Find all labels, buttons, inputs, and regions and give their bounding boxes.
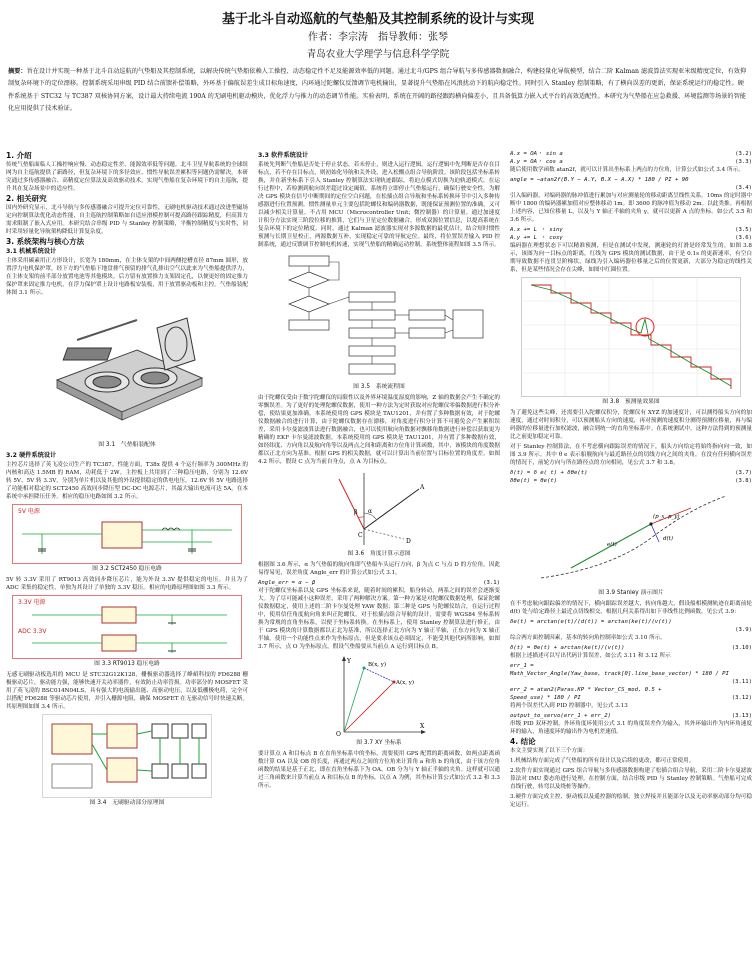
figure-3-3 [6,595,248,668]
equation-3-12-number: (3.12) [731,695,752,701]
label-e-t: e(t) [607,542,617,548]
label-px-py: (p_x, p_y) [653,514,680,520]
equation-3-12-a [510,686,752,694]
equation-3-5-body: A.x += L ・ sinγ [510,227,563,233]
label-alpha: α [368,508,373,515]
equation-3-9-number: (3.9) [735,627,752,633]
equation-3-9 [510,618,752,626]
figure-3-2 [6,504,248,573]
equation-3-4-number: (3.4) [735,185,752,191]
equation-3-3-body: A.y = OA・ cos a [510,159,563,165]
schematic-2b-title: ADC 3.3V [18,628,47,635]
section-3-3-text-5: 要计算点 A 和目标点 B 在直角坐标系中的坐标，需要使用 GPS 配置的距离函数，如两点距离函数计算 OA 以及 OB 的长度，再通过两点之间的方位角来计算角 a 和角 b 的角度，由于该方位角函数的结果是基于正北，即在直角坐标系下为 OA、OB 分为与 Y 轴正半轴的夹角。这样就可以通过三角函数来计算当前点 A 和目标点 B 的坐标，以点 A 为例，其坐标计算公式如公式 3.2 和 3.3 所示。 [258,751,500,789]
label-origin-o: O [336,731,341,738]
figure-3-5-caption: 图 3.5 系统流程图 [353,384,405,390]
col3-text-14: 3.硬件方面完成主控、驱动板以及遥控器的绘制，独立焊接并且能部分以及无动率驱动部分均可稳定运行。 [510,794,752,808]
equation-3-10-number: (3.10) [731,645,752,651]
abstract [8,66,748,115]
brushless-driver-schematic [42,714,212,798]
schematic-2-title: 3.3V 电源 [18,599,46,606]
figure-3-6-caption: 图 3.6 角度计算示意图 [347,551,411,557]
col3-text-8: 根据上述描述可以写出代码计算误差，如公式 3.11 和 3.12 所示 [510,653,671,659]
col3-text-10: 串级 PID 双环控制，外环角度环使用公式 3.1 的角度误差作为输入，其外环输出作为内环角速度环的输入，角速度环的输出作为电机差速值。 [510,721,752,735]
figure-3-5 [258,252,500,391]
section-3-2-text-3: 无感无刷驱动板选用的 MCU 是 STC32G12K128，栅极驱动器选择了峰岹科技的 FD6288 栅极驱动芯片，驱动能力强，能够快速开关功率器件，有效防止功率管损。功率部分的 MOSFET 采用了英飞凌的 BSC014N04LS，具有强大的电流输出能、高驱动电压，以及低栅极电荷，完全可以搭配 FD6288 等驱动芯片使用，并引入栅源电阻，确保 MOSFET 在无驱动信号时快速关断。其原理图如图 3.4 所示。 [6,672,248,710]
section-1-heading: 1. 介绍 [6,151,32,160]
col3-text-13: 2.软件方面实现通过 GPS 组合导航与多传感器数据构建了松插合组合导航，采用二阶卡尔曼滤波算法对 IMU 姿态角进行处理。在控制方面，结合串级 PID 与 Stanley 控制策略。气垫船可完成直线行驶，转弯以及绕桩等操作。 [510,768,752,790]
section-4-heading: 4. 结论 [510,737,536,746]
equation-3-8-number: (3.8) [735,478,752,484]
equation-3-13-body: output_to_servo(err_1 + err_2) [510,713,612,719]
figure-3-9 [510,488,752,597]
col3-text-1: 随后使用数学函数 atan2f，就可以计算出坐标系上两点的方位角，计算公式如公式 3.4 所示。 [510,167,744,173]
equation-3-8 [510,477,752,485]
prediction-effect-plot [521,277,741,397]
equation-3-3 [510,158,752,166]
figure-3-1-caption: 图 3.1 气垫船装配体 [98,442,156,448]
abstract-label: 摘要： [8,68,27,75]
figure-3-2-caption: 图 3.2 SCT2450 稳压电路 [92,566,162,572]
equation-3-1 [258,579,500,587]
equation-3-1-number: (3.1) [483,580,500,586]
label-d-t: d(t) [663,536,674,542]
equation-3-11-a [510,662,752,670]
section-3-1-text: 主体采用碳素用正方形设计，长宽为 180mm，在主体支架的中间两侧挖槽直径 87mm 圆形，放置浮力电机保护罩，经下方的气垫船下地盘排气预留的排气孔排出空气以此来为气垫船提供浮力，在主体支架的前半部分放置电池等其他模块，后方留有放置推力支架固定孔，以便更好的固定推力保护罩来固定推力电机，在浮力保护罩上设计电路板安装板，用于放置驱动板和主控。气垫船装配体图 3.1 所示。 [6,258,248,296]
angle-calculation-diagram [324,469,434,549]
col3-text-11: 本文主要实现了以下三个方面： [510,748,589,754]
equation-3-2-body: A.x = OA・ sin a [510,151,563,157]
label-point-a: A [420,484,425,491]
hovercraft-assembly-drawing [37,300,217,440]
equation-3-10 [510,644,752,652]
section-3-1-heading: 3.1 机械系统设计 [6,248,57,255]
equation-3-8-body: δθe(t) = θe(t) [510,478,558,484]
equation-3-13 [510,712,752,720]
equation-3-1-body: Angle_err = α − β [258,580,316,586]
figure-3-8 [510,277,752,406]
col3-text-7: 综合两方面控制因素，基本的转向角控制率如公式 3.10 所示。 [510,635,666,641]
equation-3-12-body-a: err_2 = atan2(Paras.KP * Vector_CS_mod, 0.5 + [510,687,662,693]
col3-text-6: 在不考虑航向跟踪偏差的情况下，横向跟踪误差越大，转向角越大，假设船相模测轨迹在距离前轮 d(t) 处与给定路径上最近点切线相交，根据几何关系得出如下非线性比例函数，见公式 3.9： [510,601,752,615]
xy-coordinate-diagram [324,654,434,738]
equation-3-11-number: (3.11) [731,679,752,685]
equation-3-4 [510,176,752,184]
section-3-3-text: 系统先判断气垫船是否处于停止状态，若未停止，则进入运行逻辑。运行逻辑中先判断是否存在目标点，若不存在目标点，则初始化导航和关外设，进入松懈点组合导航阶段。该阶段包括坐标系转换，并在新坐标系下引入 Stanley 控制算法实现轨迹跟踪，将迫点模式切换为迫轨道模式。在运行过程中，若检测到航向误差超过设定阈值，系统将立即停止气垫船运行，确保行驶安全性。为解决 GPS 模块在信号中断期间的定位空白问题，在松插点组合导航和坐标系转换环节中引入多种传感器进行位置预测。惯性测量单元主要包括陀螺仪和编码器数据，既能保证预测位置的准确，又可以减少相关计算量。不占用 MCU（Microcontroller Unit；微控制器）的计算量。通过加速度计积分方法实现三阶段位移的推算，它们与卫星定位数据融合，形成双源位置信息，以提高系统在复杂环境下的定位精度。同时，通过 Kalman 滤波器实现对多源数据的最优估计，结合短时惯性预测与长期卫星校正，两源数据互补，实现稳定可靠的导航定位。最终，将位置误差输入 PID 控制系统，通过反馈调节控制电机转速，实现气垫船的精确运动控制。系统整体流程如图 3.5 所示。 [258,162,500,248]
label-axis-y: Y [347,658,351,665]
figure-3-4 [6,714,248,807]
system-flowchart [269,252,489,382]
col3-text-2: 引入编码器，对编码器的脉冲值进行累加与对应测量轮的移动距离呈线性关系。10ms 的定时器中断中 1800 的编码器累加值对应整体移动 1m。即 3600 的脉冲值为移动 2m。以此类推。再根据上述内容，已知位移量 L，以及与 Y 轴正半轴的夹角 γ，就可以更新 A 点的坐标。如公式 3.5 和 3.6 所示。 [510,193,752,223]
equation-3-5 [510,226,752,234]
figure-3-4-caption: 图 3.4 无刷驱动部分原理图 [89,800,165,806]
stanley-demo-diagram [531,488,731,588]
label-beta: β [354,509,358,516]
label-point-b-xy: B(x, y) [368,662,387,668]
column-1 [6,150,248,810]
figure-3-9-caption: 图 3.9 Stanley 演示图片 [598,590,664,596]
section-3-3-heading: 3.3 软件系统设计 [258,152,309,159]
equation-3-11-num-row [510,678,752,686]
equation-3-6-number: (3.6) [735,235,752,241]
figure-3-8-caption: 图 3.8 预测量效果图 [602,399,660,405]
equation-3-2-number: (3.2) [735,151,752,157]
section-3-3-text-3: 根据图 3.6 所示，α 为气垫船的航向角即气垫船车头运行方向，β 为点 C 与点 D 的方位角，因此易得易见，误差角度 Angle_err 的计算公式如公式 3.1。 [258,562,500,576]
label-axis-x: X [420,723,425,730]
sct2450-schematic [12,504,242,564]
schematic-1-title: 5V 电源 [18,508,40,515]
equation-3-7-number: (3.7) [735,470,752,476]
label-point-a-xy: A(x, y) [396,680,414,686]
equation-3-7-body: δ(t) = δ e( t) + δθe(t) [510,470,588,476]
label-point-c: C [358,532,363,539]
equation-3-13-number: (3.13) [731,713,752,719]
section-3-2-text-2: 5V 转 3.3V 采用了 RT9013 高效同步降压芯片，能为外设 3.3V 提供稳定的电压。并且为了 ADC 采集的稳定性，单独为其设计了单独的 3.3V 稳压。相应的电路原理图如图 3.3 所示。 [6,577,248,591]
col3-text-5: 对于 Stanley 控制算法，在不考虑横向跟踪误差的情况下，船头方向给定将始终指向向一致，如图 3.9 所示。其中 θ e 表示船舰航向与最近路径点的切线方向之间的夹角，在没有任何横向误差的情况下，前轮方向与所在路径点的方向相同，见公式 3.7 和 3.8。 [510,444,752,466]
affiliation-line: 青岛农业大学理学与信息科学学院 [306,49,450,60]
column-3 [510,150,752,811]
column-2 [258,150,500,792]
section-1-text: 传统气垫船面临人工操控响应慢、动态稳定性差、能源效率低等问题。北斗卫星导航系统的全球组网为自主巡航提供了新路径，但复杂环境下的多径效应、惯性导航误差累积等问题仍需解决。本研究通过多传感器融合、高精度定位算法及高效驱动技术，实现气垫船在复杂环境下的自主巡航，提升其在复杂场景中的适应性。 [6,162,248,192]
section-2-text: 国内外研究显示，北斗导航与多传感器融合可提升定位可靠性，无刷电机驱动技术通过改进型磁场定向控制算法优化动态性能，自主巡航控制策略如自适应滑模控制可提高路径跟踪精度，但高算力需求限制了嵌入式应用。本研究结合串级 PID 与 Stanley 控制策略，平衡控制精度与实时性，同时采用轻量化导航架构降低计算复杂度。 [6,205,248,235]
equation-3-4-num-row [510,184,752,192]
paper-title: 基于北斗自动巡航的气垫船及其控制系统的设计与实现 [221,12,534,27]
equation-3-12-b [510,694,752,702]
section-3-heading: 3. 系统架构与核心方法 [6,237,85,246]
col3-text-12: 1.机械结构方面完成了气垫船的所有设计以及后续的更改，都可正常使用。 [510,758,695,764]
figure-3-7-caption: 图 3.7 XY 坐标系 [356,740,402,746]
col3-text-3: 编码器在理想状态下可以精准预测，但是在测试中发现，测速轮的打滑是经常发生的。如图 3.8 示，该图为向一目标点的距离，红线为 GPS 模块的测试数据，由于是 0.1s 的更新速率，有空白期导致数据不连贯呈阶梯状，绿线为引入编码器位移量之后的位置更新，大部分为稳定的线性关系，但是某些情况会存在尖峰，如图中红圈位置。 [510,243,752,273]
figure-3-3-caption: 图 3.3 RT9013 稳压电路 [94,661,160,667]
section-2-heading: 2. 相关研究 [6,194,47,203]
equation-3-11-body-b: Math_Vector_Angle(Yaw_base, track[0].line_base_vector) * 180 / PI [510,671,729,677]
equation-3-3-number: (3.3) [735,159,752,165]
equation-3-2 [510,150,752,158]
figure-3-1 [6,300,248,449]
equation-3-9-num-row [510,626,752,634]
equation-3-6-body: A.y += L ・ cosγ [510,235,563,241]
equation-3-9-body: δe(t) = arctan(e(t)/(d(t)) = arctan(ke(t)/(v(t)) [510,619,672,625]
equation-3-6 [510,234,752,242]
figure-3-6 [258,469,500,558]
rt9013-schematic [12,595,242,659]
col3-text-4: 为了避免这些尖峰，还需要引入陀螺仪积分，陀螺仪有 XYZ 的加速度计，可以测得船头方向的加速度，通过对时间积分，可以预测船头方向的速度，再对预测的速度积分测得预测位移量，再与编码器的位移量进行加权滤波，融合到统一的直角坐标系中。在系统测试中，这种方法得到的预测量比之前更加稳定可靠。 [510,410,752,440]
equation-3-12-body-b: Speed_use) * 180 / PI [510,695,581,701]
col3-text-9: 将两个误差代入到 PID 控制器中，见公式 3.13 [510,703,628,709]
abstract-text: 旨在设计并实现一种基于北斗自动巡航的气垫船及其控制系统，以解决传统气垫船依赖人工操控、动态稳定性不足及能源效率低的问题。通过北斗/GPS 组合导航与多传感器数据融合，构建轻量化导航模型，结合二阶 Kalman 滤波算法实现亚米级精度定位，有效抑制复杂环境下的定位漂移。控制系统采用串级 PID 结合前馈补偿策略，外环基于偏航误差生成目标角速度，内环通过陀螺仪反馈调节电机输出，显著提升气垫船在风浪扰动下的航向稳定性。同时引入 Stanley 控制策略，有了横向误差的更新，保证系统运行的稳定性。硬件系统基于 STC32 与 TC387 双核协同方案，设计最大持续电流 190A 的无刷电机驱动模块，优化浮力与推力的动态调节性能。实验表明，系统在开阔的路径跟踪横向偏差小，且具备低算力嵌入式平台的高效适配性。本研究为气垫船在应急救援、环境监测等场景的智能化应用提供了技术验证。 [8,68,747,112]
section-3-3-text-2: 由于陀螺仪受由于数字陀螺仪的局限性以及外界环境温度湿度的影响，Z 轴的数据会产生不确定的零飘误差。为了更好的处理陀螺仪数据，使用一种方法为定时获取对应陀螺仪零偏数据进行积分补偿，使结果更加准确。本系统使用的 GPS 模块是 TAU1201，并有置了多种数据有效，对于陀螺仪数据融合的进行计算，由于陀螺仪数据存在漂移，对角度进行积分计算不可避免会产生累积误差，采用卡尔曼滤波算法进行数据融合，也可以使用航向角数据对飘移角数据进行补偿以获取更为精确的 EKF 卡尔曼滤波数据。本系统使用的 GPS 模块是 TAU1201，并有置了多种数据有效，如经纬度、方向角以及航向角等以及两点之间和距离和方位角计算函数，其中，该模块的角度数据都以正北方向为基准。根据 GPS 的相关数据，就可以计算出当前位置与目标位置的角度差。如图 4.2 所示，假设 C 点为当前自身点，点 A 为目标点。 [258,395,500,465]
section-3-2-text: 主控芯片选择了英飞凌公司生产的 TC387。性能方面，T38x 提供 4 个运行频率为 300MHz 的内核和高达 1.5MB 的 RAM，功耗低于 2W。主控板上共用到了三种稳压电路，分别为 12.6V 转 5V、5V 转 3.3V，分别为单片机以及其他的外设提供稳定的供电电压。12.6V 转 5V 电路选择了功能相对稳定的 SCT2450 高效同步降压型 DC-DC 电源芯片，其最大输出电流可达 5A，在本系统中承担降压任务。相应的稳压电路如图 3.2 所示。 [6,462,248,500]
equation-3-7 [510,469,752,477]
equation-3-5-number: (3.5) [735,227,752,233]
authors-line: 作者：李宗涛 指导教师：张琴 [308,32,448,43]
equation-3-10-body: δ(t) = θe(t) + arctan(ke(t)/(v(t)) [510,645,625,651]
section-3-2-heading: 3.2 硬件系统设计 [6,452,57,459]
label-point-d: D [406,538,411,545]
figure-3-7 [258,654,500,747]
equation-3-11-b [510,670,752,678]
equation-3-11-body-a: err_1 = [510,663,534,669]
equation-3-4-body: angle = −atan2f(B.Y − A.Y, B.X − A.X) * 180 / PI + 90 [510,177,689,183]
section-3-3-text-4: 对于陀螺仪坐标系以及 GPS 坐标系来说，随着时间的累积，船身转动，两系之间的误差会逐渐变大。为了尽可能减小这种误差，采用了两种解决方案。第一种方案是对陀螺仪数据处理，保证陀螺仪数据稳定，使用上述的二阶卡尔曼处理 YAW 数据；第二种是 GPS 与陀螺仪结合，在运行过程中，使用信任角度航向角来纠正陀螺仪。对于松插点组合导航的设计，需要将 WGS84 坐标系转换为常规的直角坐标系，以便于坐标系转换。在坐标系上，使用 Stanley 控制算法进行修正，由于 GPS 模块的计算数据都以正北为基准，所以选择正北方向为 Y 轴正半轴，正东方向为 X 轴正半轴。使用一个功能性点来作为坐标原点，但是要求该点必须固定，不能受其他代码所影响。如图 3.7 所示，点 O 为坐标原点，假设气垫船要从当前点 A 运行到目标点 B。 [258,588,500,650]
